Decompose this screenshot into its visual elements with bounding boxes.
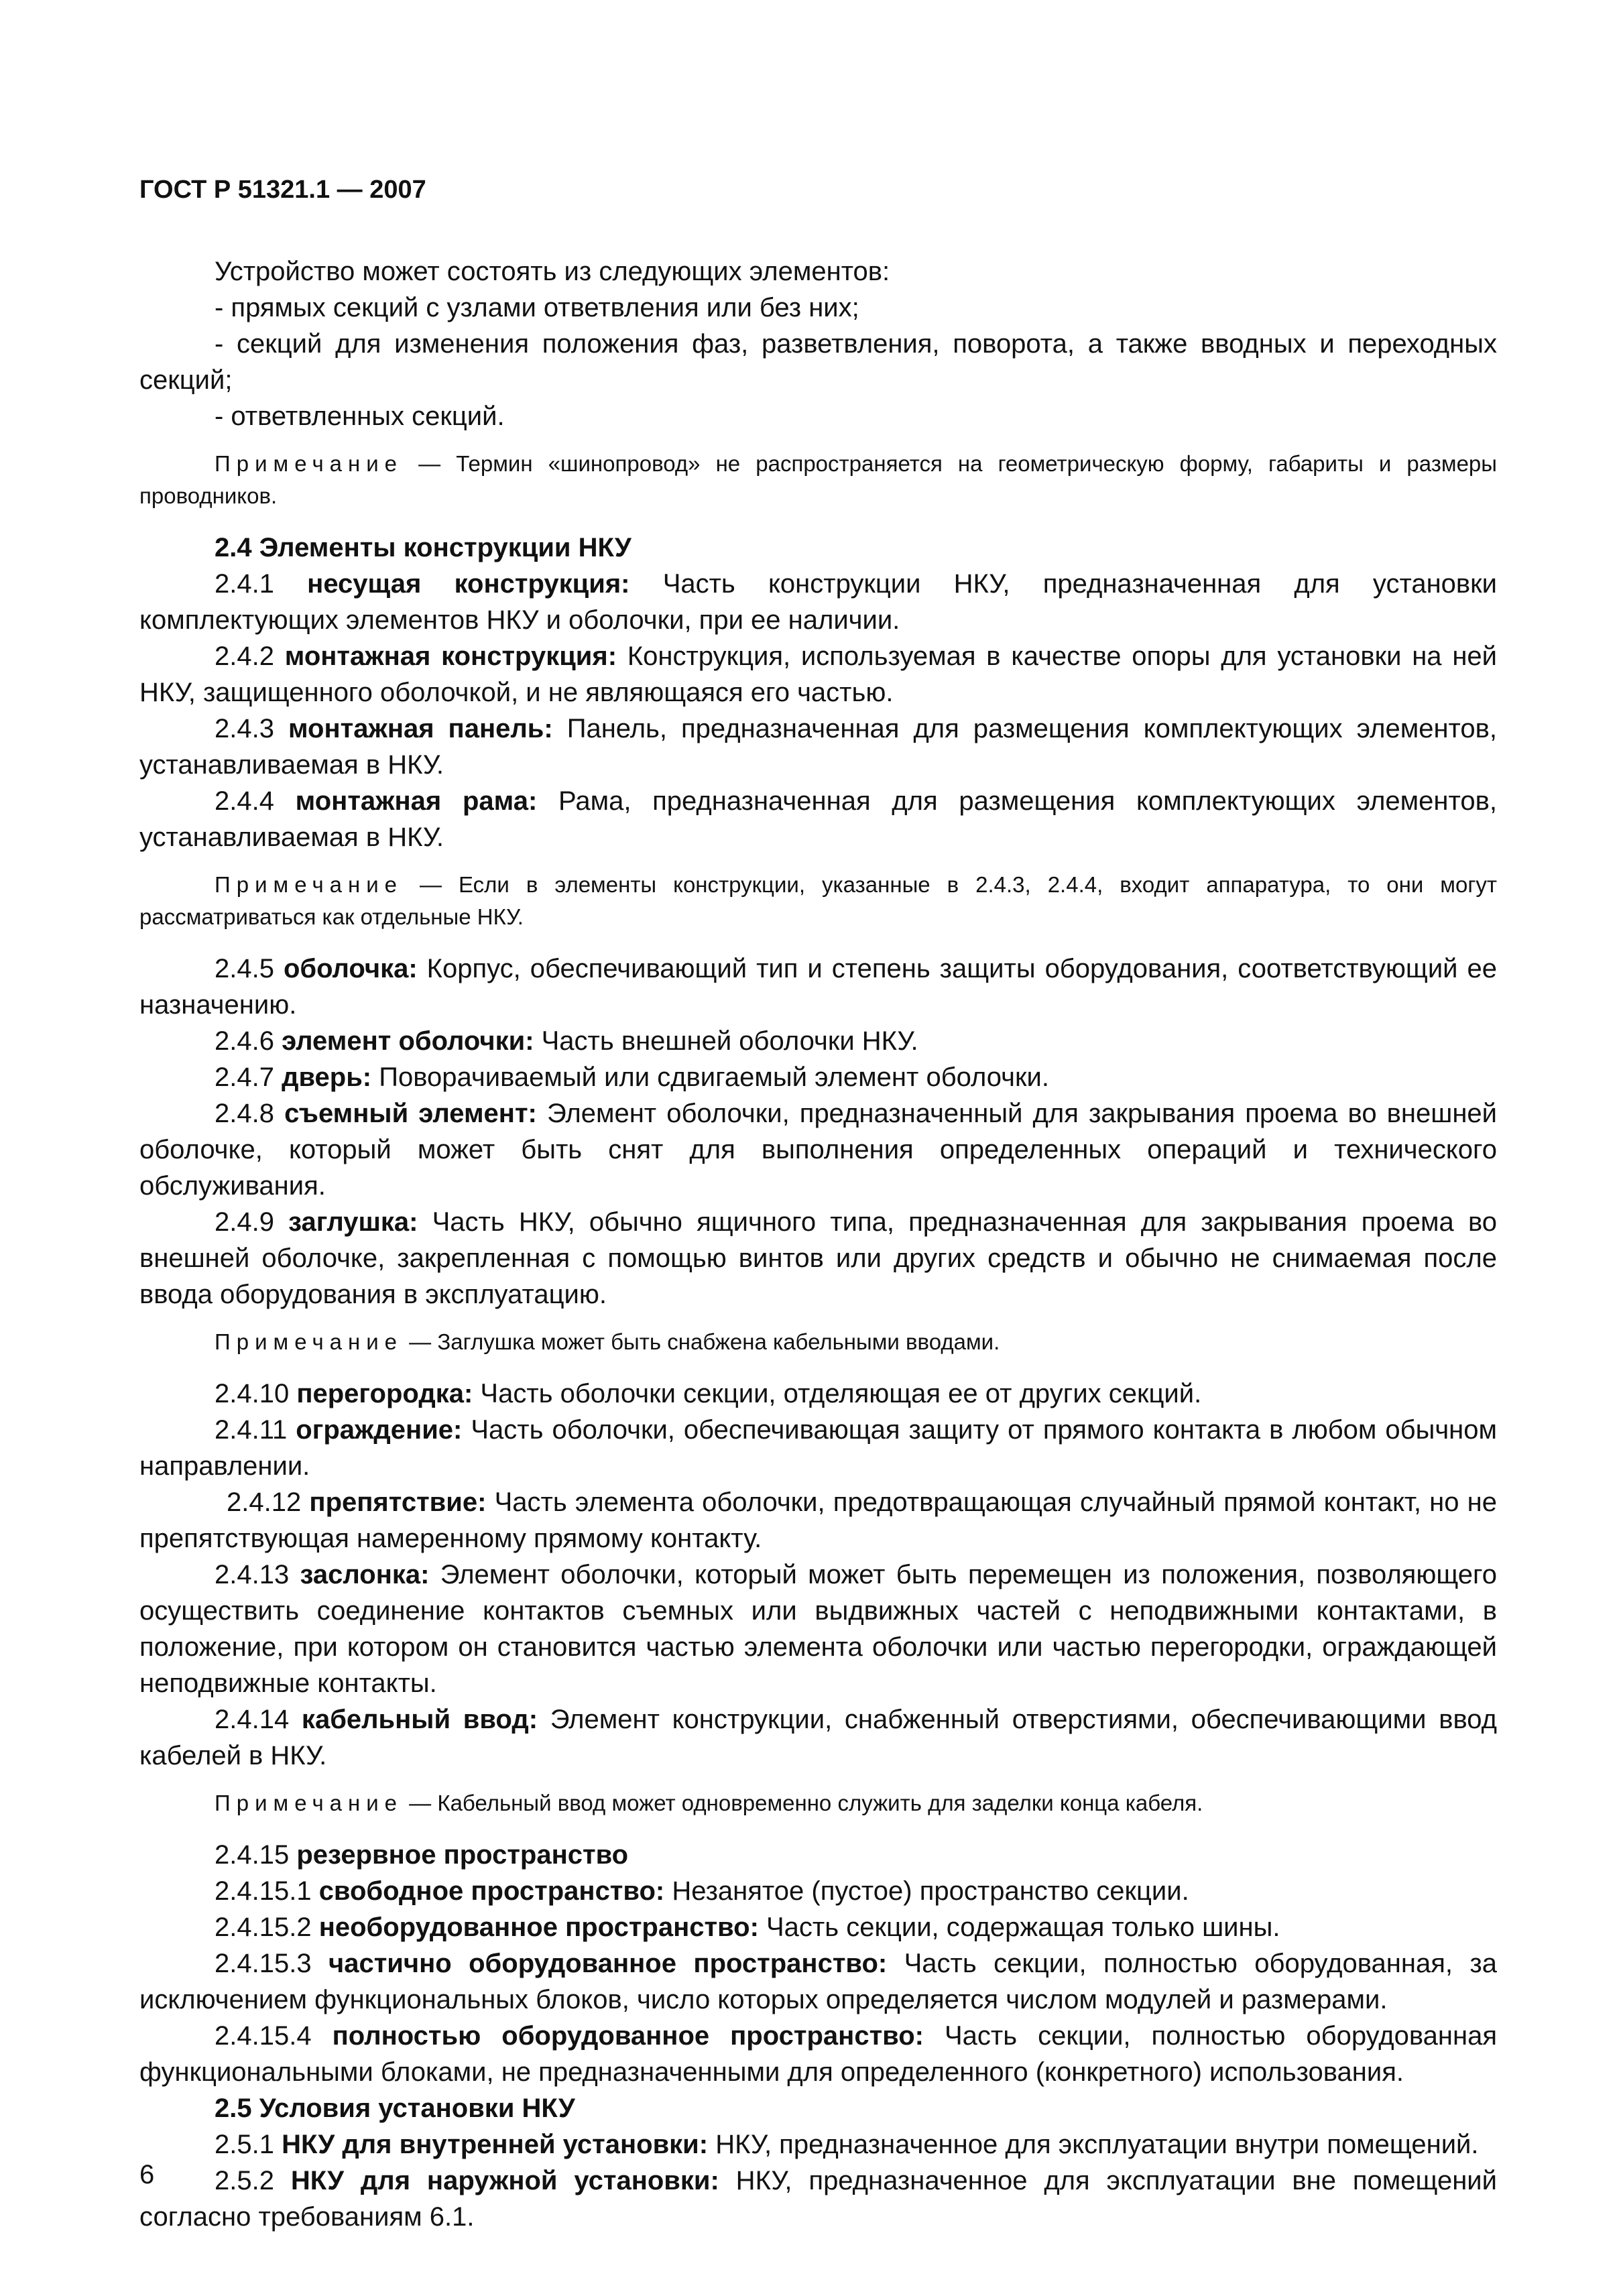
section-heading: 2.4 Элементы конструкции НКУ bbox=[215, 533, 632, 562]
term-definition: 2.4.15.3 частично оборудованное пространство: Часть секции, полностью оборудованная, за исключением функциональных блоков, число которых определяется числом модулей и размерами. bbox=[139, 1949, 1497, 2014]
document-body bbox=[139, 253, 1497, 2235]
note-label: Примечание bbox=[215, 451, 404, 476]
note: Примечание — Кабельный ввод может одновременно служить для заделки конца кабеля. bbox=[215, 1791, 1203, 1815]
term-definition: 2.4.13 заслонка: Элемент оболочки, который может быть перемещен из положения, позволяющего осуществить соединение контактов съемных или выдвижных частей с неподвижными контактами, в положение, при котором он становится частью элемента оболочки или частью перегородки, ограждающей неподвижные контакты. bbox=[139, 1560, 1498, 1698]
term-definition: 2.4.5 оболочка: Корпус, обеспечивающий тип и степень защиты оборудования, соответствующий ее назначению. bbox=[139, 954, 1497, 1020]
list-item: - ответвленных секций. bbox=[215, 402, 505, 431]
intro-line: Устройство может состоять из следующих элементов: bbox=[215, 257, 890, 286]
page-number: 6 bbox=[139, 2160, 155, 2189]
term-definition: 2.5.1 НКУ для внутренней установки: НКУ, предназначенное для эксплуатации внутри помещений. bbox=[215, 2130, 1479, 2159]
term-definition: 2.4.3 монтажная панель: Панель, предназначенная для размещения комплектующих элементов, устанавливаемая в НКУ. bbox=[139, 714, 1498, 780]
note-label: Примечание bbox=[215, 872, 404, 897]
document-header: ГОСТ Р 51321.1 — 2007 bbox=[139, 176, 426, 204]
note-text: Кабельный ввод может одновременно служить для заделки конца кабеля. bbox=[437, 1791, 1203, 1815]
note-text: Термин «шинопровод» не распространяется на геометрическую форму, габариты и размеры проводников. bbox=[139, 451, 1497, 508]
term-definition: 2.4.8 съемный элемент: Элемент оболочки, предназначенный для закрывания проема во внешней оболочке, который может быть снят для выполнения определенных операций и технического обслуживания. bbox=[139, 1099, 1498, 1201]
term-definition: 2.4.15 резервное пространство bbox=[215, 1840, 629, 1870]
note-text: Заглушка может быть снабжена кабельными вводами. bbox=[437, 1329, 1000, 1354]
term-definition: 2.4.14 кабельный ввод: Элемент конструкции, снабженный отверстиями, обеспечивающими ввод кабелей в НКУ. bbox=[139, 1705, 1497, 1770]
term-definition: 2.4.7 дверь: Поворачиваемый или сдвигаемый элемент оболочки. bbox=[215, 1063, 1049, 1092]
note: Примечание — Термин «шинопровод» не распространяется на геометрическую форму, габариты и размеры проводников. bbox=[139, 451, 1497, 508]
term-definition: 2.5.2 НКУ для наружной установки: НКУ, предназначенное для эксплуатации вне помещений согласно требованиям 6.1. bbox=[139, 2166, 1497, 2232]
note-label: Примечание bbox=[215, 1329, 404, 1354]
term-definition: 2.4.2 монтажная конструкция: Конструкция, используемая в качестве опоры для установки на ней НКУ, защищенного оболочкой, и не являющаяся его частью. bbox=[139, 642, 1498, 707]
term-definition: 2.4.10 перегородка: Часть оболочки секции, отделяющая ее от других секций. bbox=[215, 1379, 1202, 1408]
section-heading: 2.5 Условия установки НКУ bbox=[215, 2094, 575, 2123]
note: Примечание — Заглушка может быть снабжена кабельными вводами. bbox=[215, 1329, 1000, 1354]
term-definition: 2.4.9 заглушка: Часть НКУ, обычно ящичного типа, предназначенная для закрывания проема во внешней оболочке, закрепленная с помощью винтов или других средств и обычно не снимаемая после ввода оборудования в эксплуатацию. bbox=[139, 1207, 1497, 1309]
term-definition: 2.4.15.2 необорудованное пространство: Часть секции, содержащая только шины. bbox=[215, 1913, 1280, 1942]
term-definition: 2.4.4 монтажная рама: Рама, предназначенная для размещения комплектующих элементов, устанавливаемая в НКУ. bbox=[139, 786, 1497, 852]
term-definition: 2.4.11 ограждение: Часть оболочки, обеспечивающая защиту от прямого контакта в любом обычном направлении. bbox=[139, 1415, 1498, 1481]
list-item: - прямых секций с узлами ответвления или без них; bbox=[215, 293, 859, 322]
term-definition: 2.4.15.4 полностью оборудованное пространство: Часть секции, полностью оборудованная функциональными блоками, не предназначенными для определенного (конкретного) использования. bbox=[139, 2021, 1498, 2087]
term-definition: 2.4.1 несущая конструкция: Часть конструкции НКУ, предназначенная для установки комплектующих элементов НКУ и оболочки, при ее наличии. bbox=[139, 569, 1498, 635]
term-definition: 2.4.15.1 свободное пространство: Незанятое (пустое) пространство секции. bbox=[215, 1876, 1189, 1906]
note-text: Если в элементы конструкции, указанные в 2.4.3, 2.4.4, входит аппаратура, то они могут рассматриваться как отдельные НКУ. bbox=[139, 872, 1498, 929]
note-label: Примечание bbox=[215, 1791, 404, 1815]
term-definition: 2.4.6 элемент оболочки: Часть внешней оболочки НКУ. bbox=[215, 1026, 918, 1056]
note: Примечание — Если в элементы конструкции, указанные в 2.4.3, 2.4.4, входит аппаратура, то они могут рассматриваться как отдельные НКУ. bbox=[139, 872, 1498, 929]
list-item: - секций для изменения положения фаз, разветвления, поворота, а также вводных и переходных секций; bbox=[139, 329, 1497, 395]
term-definition: 2.4.12 препятствие: Часть элемента оболочки, предотвращающая случайный прямой контакт, но не препятствующая намеренному прямому контакту. bbox=[139, 1488, 1497, 1553]
